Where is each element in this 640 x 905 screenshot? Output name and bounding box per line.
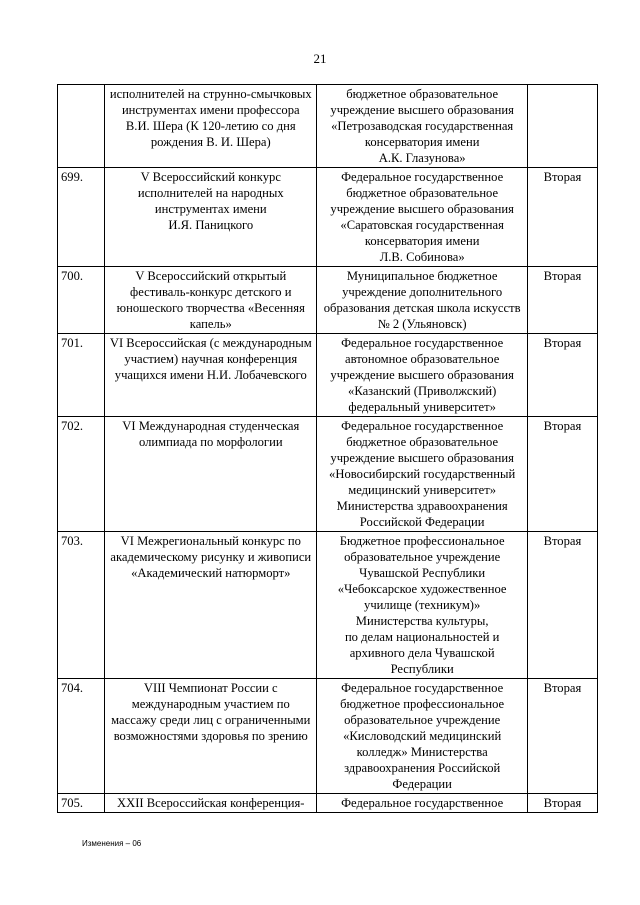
level-cell: Вторая (527, 168, 597, 267)
organizer-cell (317, 794, 527, 813)
organizer-line: здравоохранения Российской (344, 761, 501, 775)
organizer-line: Федеральное государственное (341, 681, 504, 695)
event-name-line: капель» (189, 317, 232, 331)
event-name-line: исполнителей на народных (137, 186, 284, 200)
organizer-line: бюджетное профессиональное (340, 697, 505, 711)
event-name-line: VI Всероссийская (с международным (109, 336, 312, 350)
organizer-line: Российской Федерации (359, 515, 485, 529)
organizer-line: Министерства культуры, (355, 614, 489, 628)
level-cell: Вторая (527, 532, 597, 679)
event-name-line: VIII Чемпионат России с (143, 681, 278, 695)
organizer-cell (317, 679, 527, 794)
organizer-line: Федеральное государственное (341, 419, 504, 433)
level-cell (527, 85, 597, 168)
event-name-cell (105, 267, 317, 334)
event-name-line: рождения В. И. Шера) (150, 135, 271, 149)
event-name-line: массажу среди лиц с ограниченными (111, 713, 311, 727)
organizer-cell (317, 334, 527, 417)
organizer-line: Л.В. Собинова» (379, 250, 465, 264)
event-name-line: международным участием по (131, 697, 290, 711)
event-name-line: юношеского творчества «Весенняя (116, 301, 305, 315)
organizer-line: «Кисловодский медицинский (343, 729, 502, 743)
organizer-line: Федеральное государственное (341, 796, 504, 810)
table-row (58, 417, 598, 532)
row-number: 703. (58, 532, 105, 679)
event-name-line: исполнителей на струнно-смычковых (109, 87, 312, 101)
row-number: 702. (58, 417, 105, 532)
organizer-line: медицинский университет» (348, 483, 497, 497)
organizer-line: учреждение высшего образования (330, 103, 514, 117)
organizer-line: по делам национальностей и (344, 630, 500, 644)
organizer-cell (317, 417, 527, 532)
event-name-line: фестиваль-конкурс детского и (130, 285, 292, 299)
event-name-cell (105, 532, 317, 679)
organizer-line: автономное образовательное (345, 352, 500, 366)
organizer-line: Министерства здравоохранения (336, 499, 508, 513)
organizer-line: «Чебоксарское художественное (337, 582, 507, 596)
row-number: 700. (58, 267, 105, 334)
table-row (58, 532, 598, 679)
table-row (58, 794, 598, 813)
table-row (58, 168, 598, 267)
row-number: 704. (58, 679, 105, 794)
organizer-line: колледж» Министерства (356, 745, 488, 759)
event-name-line: V Всероссийский конкурс (140, 170, 281, 184)
event-name-cell (105, 85, 317, 168)
footer-note: Изменения – 06 (82, 839, 142, 848)
page-number: 21 (313, 51, 327, 66)
organizer-line: Чувашской Республики (359, 566, 486, 580)
organizer-line: учреждение высшего образования (330, 368, 514, 382)
organizer-cell (317, 267, 527, 334)
table-row (58, 85, 598, 168)
level-cell: Вторая (527, 267, 597, 334)
organizer-line: бюджетное образовательное (346, 87, 499, 101)
event-name-cell (105, 417, 317, 532)
event-name-line: участием) научная конференция (124, 352, 298, 366)
organizer-line: учреждение высшего образования (330, 202, 514, 216)
event-name-line: возможностями здоровья по зрению (113, 729, 308, 743)
organizer-line: учреждение дополнительного (342, 285, 503, 299)
organizer-line: образовательное учреждение (344, 713, 501, 727)
organizer-cell (317, 85, 527, 168)
event-name-line: учащихся имени Н.И. Лобачевского (114, 368, 307, 382)
row-number (58, 85, 105, 168)
organizer-line: консерватория имени (364, 234, 480, 248)
event-name-line: инструментах имени (154, 202, 267, 216)
organizer-line: «Казанский (Приволжский) (348, 384, 497, 398)
events-table-body (58, 85, 598, 813)
organizer-line: А.К. Глазунова» (378, 151, 466, 165)
organizer-line: бюджетное образовательное (346, 435, 499, 449)
organizer-cell (317, 168, 527, 267)
table-row (58, 267, 598, 334)
event-name-cell (105, 334, 317, 417)
event-name-line: VI Межрегиональный конкурс по (120, 534, 301, 548)
event-name-line: XXII Всероссийская конференция- (117, 796, 305, 810)
event-name-line: инструментах имени профессора (121, 103, 300, 117)
table-row (58, 679, 598, 794)
level-cell: Вторая (527, 679, 597, 794)
event-name-line: И.Я. Паницкого (168, 218, 254, 232)
organizer-line: Федерации (392, 777, 452, 791)
organizer-line: «Новосибирский государственный (329, 467, 516, 481)
organizer-line: училище (техникум)» (364, 598, 481, 612)
event-name-cell (105, 794, 317, 813)
level-cell: Вторая (527, 334, 597, 417)
event-name-line: «Академический натюрморт» (131, 566, 291, 580)
event-name-line: VI Международная студенческая (122, 419, 300, 433)
organizer-line: образовательное учреждение (344, 550, 501, 564)
organizer-line: № 2 (Ульяновск) (377, 317, 467, 331)
organizer-line: «Саратовская государственная (340, 218, 504, 232)
event-name-line: В.И. Шера (К 120-летию со дня (125, 119, 296, 133)
organizer-cell (317, 532, 527, 679)
organizer-line: Федеральное государственное (341, 170, 504, 184)
organizer-line: архивного дела Чувашской (349, 646, 495, 660)
events-table (57, 84, 598, 813)
event-name-line: академическому рисунку и живописи (110, 550, 312, 564)
level-cell: Вторая (527, 417, 597, 532)
row-number: 701. (58, 334, 105, 417)
organizer-line: Республики (390, 662, 454, 676)
organizer-line: консерватория имени (364, 135, 480, 149)
organizer-line: бюджетное образовательное (346, 186, 499, 200)
event-name-line: олимпиада по морфологии (138, 435, 283, 449)
organizer-line: образования детская школа искусств (323, 301, 521, 315)
organizer-line: федеральный университет» (348, 400, 496, 414)
table-row (58, 334, 598, 417)
organizer-line: Бюджетное профессиональное (339, 534, 505, 548)
organizer-line: Муниципальное бюджетное (346, 269, 498, 283)
row-number: 705. (58, 794, 105, 813)
organizer-line: учреждение высшего образования (330, 451, 514, 465)
event-name-cell (105, 168, 317, 267)
level-cell: Вторая (527, 794, 597, 813)
organizer-line: Федеральное государственное (341, 336, 504, 350)
row-number: 699. (58, 168, 105, 267)
event-name-line: V Всероссийский открытый (135, 269, 287, 283)
event-name-cell (105, 679, 317, 794)
organizer-line: «Петрозаводская государственная (331, 119, 514, 133)
